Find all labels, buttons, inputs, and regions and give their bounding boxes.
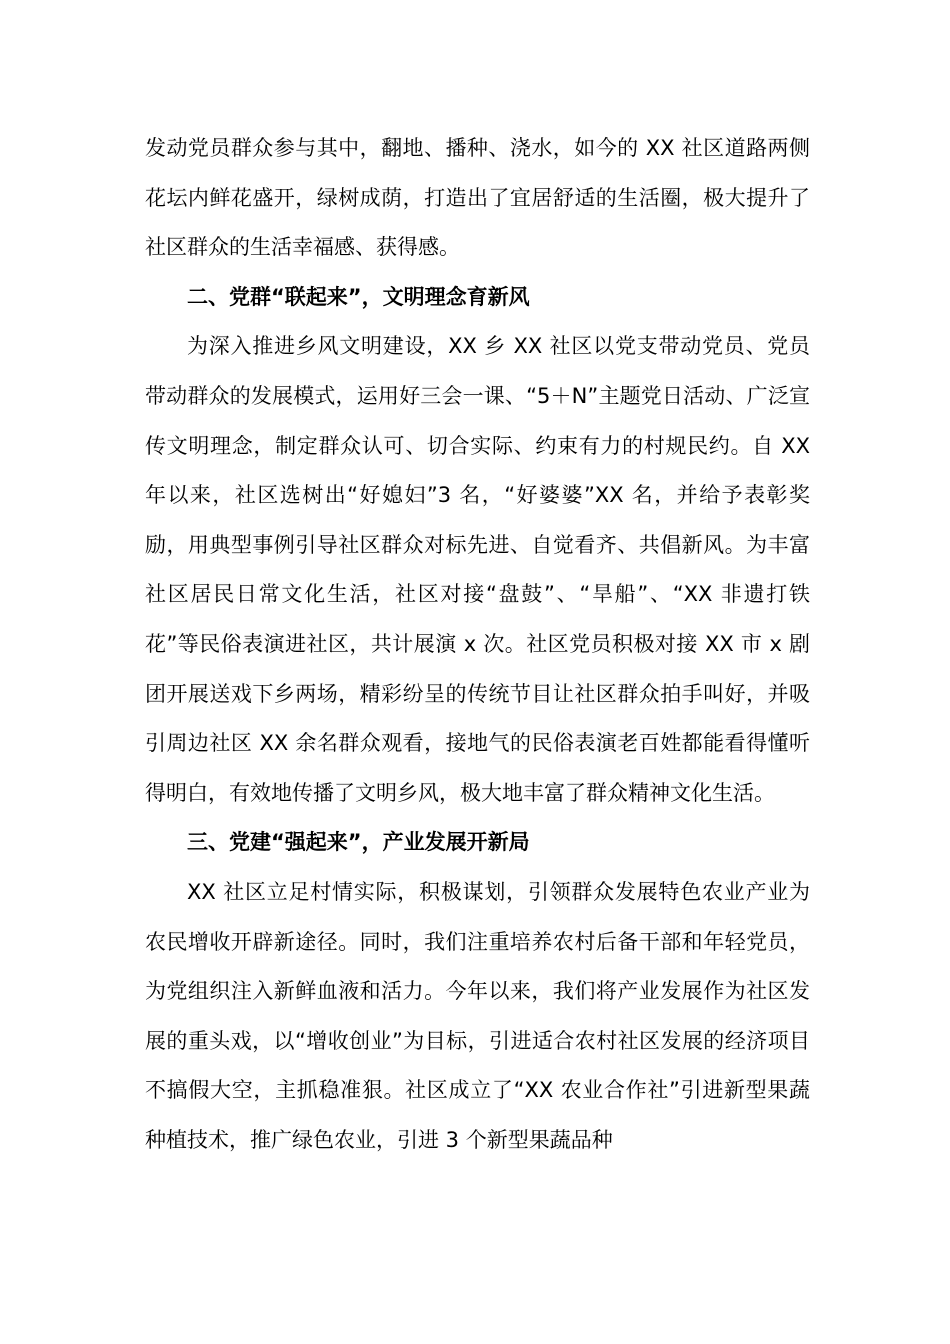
section-heading-two: 二、党群“联起来”，文明理念育新风 <box>187 284 530 309</box>
paragraph-continuation: 发动党员群众参与其中，翻地、播种、浇水，如今的 XX 社区道路两侧花坛内鲜花盛开，绿树成荫，打造出了宜居舒适的生活圈，极大提升了社区群众的生活幸福感、获得感。 <box>145 136 810 260</box>
document-body <box>145 124 810 1165</box>
section-heading-three: 三、党建“强起来”，产业发展开新局 <box>187 830 530 855</box>
paragraph-civilization: 为深入推进乡风文明建设，XX 乡 XX 社区以党支带动党员、党员带动群众的发展模式，运用好三会一课、“5＋N”主题党日活动、广泛宣传文明理念，制定群众认可、切合实际、约束有力的村规民约。自 XX 年以来，社区选树出“好媳妇”3 名，“好婆婆”XX 名，并给予表彰奖励，用典型事例引导社区群众对标先进、自觉看齐、共倡新风。为丰富社区居民日常文化生活，社区对接“盘鼓”、“旱船”、“XX 非遗打铁花”等民俗表演进社区，共计展演 x 次。社区党员积极对接 XX 市 x 剧团开展送戏下乡两场，精彩纷呈的传统节目让社区群众拍手叫好，并吸引周边社区 XX 余名群众观看，接地气的民俗表演老百姓都能看得懂听得明白，有效地传播了文明乡风，极大地丰富了群众精神文化生活。 <box>145 334 810 805</box>
paragraph-industry: XX 社区立足村情实际，积极谋划，引领群众发展特色农业产业为农民增收开辟新途径。同时，我们注重培养农村后备干部和年轻党员，为党组织注入新鲜血液和活力。今年以来，我们将产业发展作为社区发展的重头戏，以“增收创业”为目标，引进适合农村社区发展的经济项目不搞假大空，主抓稳准狠。社区成立了“XX 农业合作社”引进新型果蔬种植技术，推广绿色农业，引进 3 个新型果蔬品种 <box>145 879 810 1152</box>
